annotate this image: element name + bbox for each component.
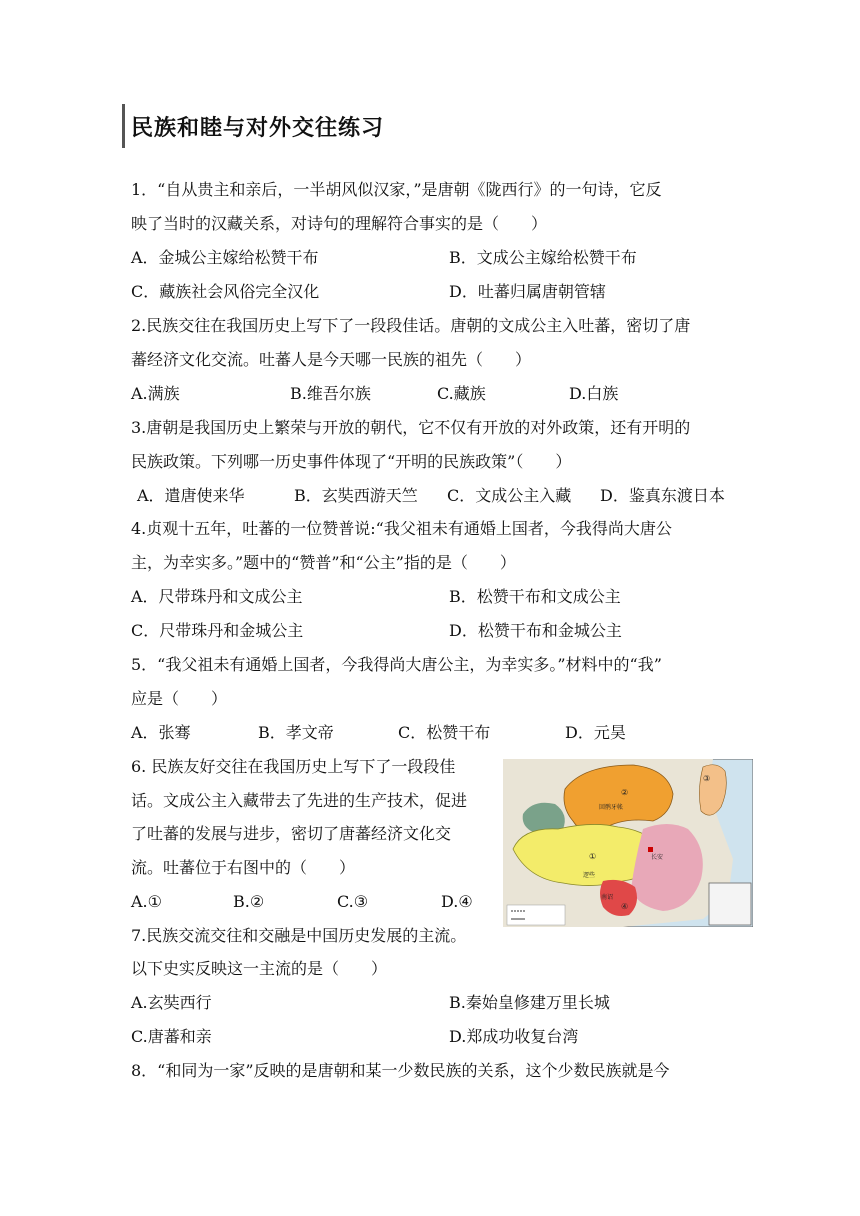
- q2-stem-line1: 2.民族交往在我国历史上写下了一段段佳话。唐朝的文成公主入吐蕃，密切了唐: [131, 316, 691, 335]
- q3-option-b: B．玄奘西游天竺: [294, 486, 418, 505]
- q2-stem-line2: 蕃经济文化交流。吐蕃人是今天哪一民族的祖先（ ）: [131, 350, 532, 369]
- q6-option-a: A.①: [131, 892, 162, 911]
- q4-stem-line2: 主，为幸实多。”题中的“赞普”和“公主”指的是（ ）: [131, 553, 516, 572]
- map-num-3: ③: [703, 774, 711, 783]
- q5-option-d: D．元昊: [565, 723, 626, 742]
- q3-option-d: D．鉴真东渡日本: [600, 486, 725, 505]
- q3-stem-line1: 3.唐朝是我国历史上繁荣与开放的朝代，它不仅有开放的对外政策，还有开明的: [131, 418, 691, 437]
- q6-option-d: D.④: [441, 892, 473, 911]
- map-label-huihe: 回鹘牙帐: [599, 804, 624, 811]
- q7-stem-line1: 7.民族交流交往和交融是中国历史发展的主流。: [131, 926, 467, 945]
- q2-option-d: D.白族: [569, 384, 619, 403]
- title-accent-bar: [122, 104, 125, 148]
- q1-option-d: D．吐蕃归属唐朝管辖: [449, 282, 606, 301]
- map-label-nanzhao: 南诏: [601, 894, 614, 901]
- q3-option-c: C．文成公主入藏: [447, 486, 572, 505]
- map-label-changan: 长安: [651, 854, 664, 861]
- q1-stem-line2: 映了当时的汉藏关系，对诗句的理解符合事实的是（ ）: [131, 214, 548, 233]
- q6-option-b: B.②: [233, 892, 265, 911]
- q6-stem-line4: 流。吐蕃位于右图中的（ ）: [131, 858, 356, 877]
- map-inset: [709, 883, 751, 925]
- q2-option-c: C.藏族: [437, 384, 486, 403]
- page-title: 民族和睦与对外交往练习: [131, 116, 385, 141]
- q7-option-c: C.唐蕃和亲: [131, 1027, 212, 1046]
- map-num-4: ④: [621, 902, 629, 911]
- map-label-tubo: 逻些: [583, 872, 596, 879]
- q1-option-c: C．藏族社会风俗完全汉化: [131, 282, 320, 301]
- q5-option-c: C．松赞干布: [398, 723, 491, 742]
- q1-stem-line1: 1．“自从贵主和亲后，一半胡风似汉家，”是唐朝《陇西行》的一句诗，它反: [131, 180, 662, 199]
- q7-option-b: B.秦始皇修建万里长城: [449, 993, 610, 1012]
- q7-stem-line2: 以下史实反映这一主流的是（ ）: [131, 959, 388, 978]
- q4-option-b: B．松赞干布和文成公主: [449, 587, 621, 606]
- q4-stem-line1: 4.贞观十五年，吐蕃的一位赞普说:“我父祖未有通婚上国者，今我得尚大唐公: [131, 519, 672, 538]
- q7-option-a: A.玄奘西行: [131, 993, 212, 1012]
- q6-stem-line3: 了吐蕃的发展与进步，密切了唐蕃经济文化交: [131, 824, 452, 843]
- q2-option-a: A.满族: [131, 384, 180, 403]
- q7-option-d: D.郑成功收复台湾: [449, 1027, 579, 1046]
- q5-option-b: B．孝文帝: [258, 723, 334, 742]
- q3-stem-line2: 民族政策。下列哪一历史事件体现了“开明的民族政策”（ ）: [131, 452, 572, 471]
- q8-stem-line1: 8．“和同为一家”反映的是唐朝和某一少数民族的关系，这个少数民族就是今: [131, 1061, 670, 1080]
- q6-stem-line1: 6. 民族友好交往在我国历史上写下了一段段佳: [131, 757, 456, 776]
- q1-option-a: A．金城公主嫁给松赞干布: [131, 248, 319, 267]
- q5-stem-line1: 5．“我父祖未有通婚上国者，今我得尚大唐公主，为幸实多。”材料中的“我”: [131, 655, 662, 674]
- q6-option-c: C.③: [337, 892, 369, 911]
- q4-option-d: D．松赞干布和金城公主: [449, 621, 622, 640]
- map-num-1: ①: [589, 852, 597, 861]
- q1-option-b: B．文成公主嫁给松赞干布: [449, 248, 637, 267]
- q5-stem-line2: 应是（ ）: [131, 689, 228, 708]
- q3-option-a: A．遣唐使来华: [137, 486, 245, 505]
- q2-option-b: B.维吾尔族: [290, 384, 371, 403]
- q4-option-c: C．尺带珠丹和金城公主: [131, 621, 304, 640]
- q5-option-a: A．张骞: [131, 723, 191, 742]
- tang-ethnic-map: [503, 759, 753, 927]
- map-num-2: ②: [621, 788, 629, 797]
- q6-stem-line2: 话。文成公主入藏带去了先进的生产技术，促进: [131, 791, 468, 810]
- map-legend: [507, 905, 565, 925]
- map-capital-marker: [648, 847, 653, 852]
- q4-option-a: A．尺带珠丹和文成公主: [131, 587, 303, 606]
